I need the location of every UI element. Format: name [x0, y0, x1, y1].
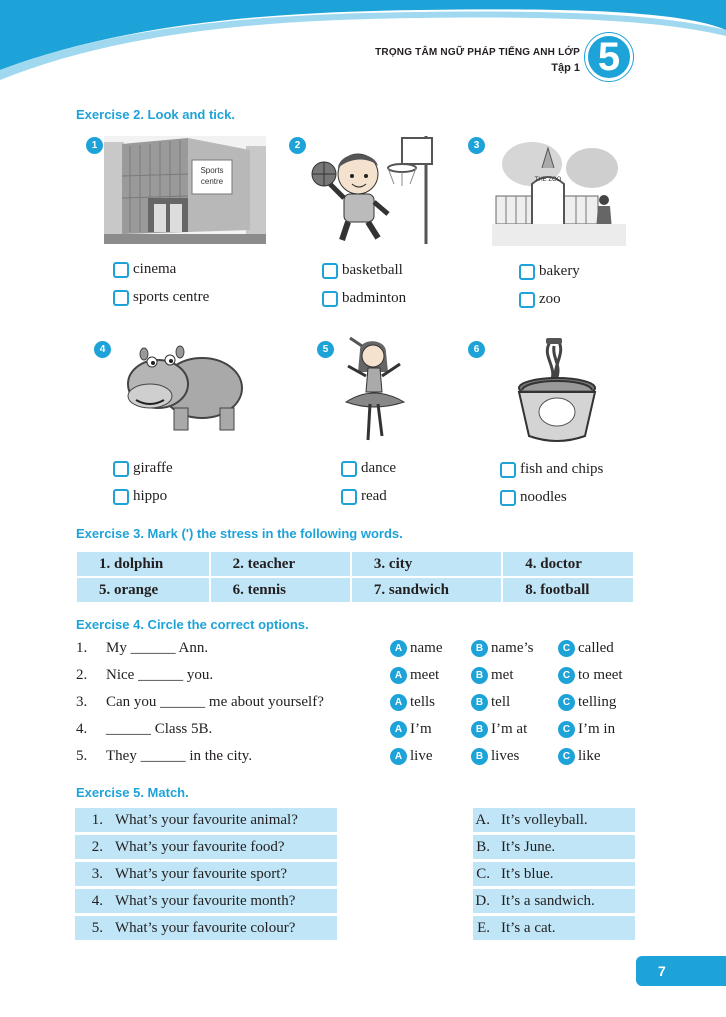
- checkbox[interactable]: [113, 262, 129, 278]
- question-text: My ______ Ann.: [106, 640, 209, 656]
- exercise-2-title: Exercise 2. Look and tick.: [76, 107, 235, 122]
- exercise-5-title: Exercise 5. Match.: [76, 785, 189, 800]
- option-text: called: [578, 640, 614, 656]
- option-text: name: [410, 640, 443, 656]
- option-text: tell: [491, 694, 511, 710]
- question-text: ______ Class 5B.: [106, 721, 213, 737]
- option-c[interactable]: [558, 640, 614, 657]
- option-text: name’s: [491, 640, 534, 656]
- option-label: giraffe: [133, 460, 173, 476]
- answer-letter: D.: [475, 892, 490, 909]
- option-letter-badge: A: [390, 667, 407, 684]
- stress-word-cell[interactable]: 2. teacher: [211, 552, 350, 576]
- basketball-boy-image: [308, 132, 444, 246]
- option-text: I’m: [410, 721, 432, 737]
- stress-words-table: [75, 550, 635, 604]
- question-text: What’s your favourite colour?: [115, 919, 296, 936]
- answer-letter: C.: [476, 865, 490, 882]
- answer-text: It’s blue.: [501, 865, 554, 882]
- match-answer-row[interactable]: [473, 916, 635, 940]
- match-question-row[interactable]: [75, 916, 337, 940]
- option-b[interactable]: [471, 694, 510, 711]
- option-text: like: [578, 748, 601, 764]
- stress-word-cell[interactable]: 4. doctor: [503, 552, 633, 576]
- question-text: What’s your favourite food?: [115, 838, 285, 855]
- option-letter-badge: C: [558, 667, 575, 684]
- checkbox[interactable]: [113, 489, 129, 505]
- tick-option[interactable]: [113, 488, 167, 505]
- option-text: to meet: [578, 667, 623, 683]
- option-letter-badge: B: [471, 748, 488, 765]
- option-label: fish and chips: [520, 461, 604, 477]
- option-label: read: [361, 488, 387, 504]
- tick-option[interactable]: [341, 488, 387, 505]
- option-letter-badge: B: [471, 694, 488, 711]
- item-number-badge: 3: [468, 137, 485, 154]
- option-a[interactable]: [390, 721, 432, 738]
- option-letter-badge: B: [471, 721, 488, 738]
- option-letter-badge: A: [390, 640, 407, 657]
- checkbox[interactable]: [341, 461, 357, 477]
- tick-option[interactable]: [341, 460, 396, 477]
- checkbox[interactable]: [500, 490, 516, 506]
- option-c[interactable]: [558, 667, 623, 684]
- item-number-badge: 5: [317, 341, 334, 358]
- question-number: 4.: [76, 721, 88, 737]
- ballet-dancer-image: [340, 336, 416, 450]
- option-letter-badge: A: [390, 748, 407, 765]
- item-number-badge: 1: [86, 137, 103, 154]
- option-b[interactable]: [471, 721, 527, 738]
- question-text: What’s your favourite sport?: [115, 865, 288, 882]
- option-text: telling: [578, 694, 617, 710]
- checkbox[interactable]: [322, 263, 338, 279]
- question-number: 2.: [76, 667, 88, 683]
- page-number: 7: [636, 956, 726, 986]
- option-b[interactable]: [471, 748, 519, 765]
- series-title: TRỌNG TÂM NGỮ PHÁP TIẾNG ANH LỚP: [375, 47, 580, 58]
- stress-word-cell[interactable]: 5. orange: [77, 578, 209, 602]
- option-label: bakery: [539, 263, 580, 279]
- tick-option[interactable]: [500, 489, 567, 506]
- match-answer-row[interactable]: [473, 835, 635, 859]
- option-label: sports centre: [133, 289, 210, 305]
- sports-centre-image: [104, 136, 266, 244]
- question-number: 1.: [76, 640, 88, 656]
- answer-text: It’s volleyball.: [501, 811, 588, 828]
- option-label: dance: [361, 460, 396, 476]
- question-number: 4.: [91, 892, 103, 909]
- match-question-row[interactable]: [75, 889, 337, 913]
- answer-text: It’s a sandwich.: [501, 892, 595, 909]
- option-label: noodles: [520, 489, 567, 505]
- option-label: cinema: [133, 261, 177, 277]
- building-sign-text: Sports: [200, 166, 224, 175]
- option-label: hippo: [133, 488, 168, 504]
- match-question-row[interactable]: [75, 835, 337, 859]
- stress-word-cell[interactable]: 3. city: [352, 552, 501, 576]
- match-answer-row[interactable]: [473, 862, 635, 886]
- option-letter-badge: C: [558, 748, 575, 765]
- question-row: [0, 694, 726, 716]
- question-number: 1.: [91, 811, 103, 828]
- stress-word-cell[interactable]: 7. sandwich: [352, 578, 501, 602]
- question-number: 2.: [91, 838, 103, 855]
- answer-letter: A.: [475, 811, 490, 828]
- stress-word-cell[interactable]: 1. dolphin: [77, 552, 209, 576]
- checkbox[interactable]: [500, 462, 516, 478]
- tick-option[interactable]: [519, 291, 561, 308]
- option-letter-badge: C: [558, 694, 575, 711]
- option-b[interactable]: [471, 640, 534, 657]
- building-sign-text: centre: [200, 177, 224, 186]
- noodles-cup-image: [514, 338, 600, 446]
- option-letter-badge: A: [390, 721, 407, 738]
- exercise-3-title: Exercise 3. Mark (') the stress in the following words.: [76, 526, 403, 541]
- option-text: live: [410, 748, 433, 764]
- option-text: tells: [410, 694, 435, 710]
- option-c[interactable]: [558, 694, 616, 711]
- match-answer-row[interactable]: [473, 808, 635, 832]
- question-number: 5.: [91, 919, 103, 936]
- answer-text: It’s June.: [501, 838, 556, 855]
- grade-badge: 5: [585, 33, 633, 81]
- question-row: [0, 748, 726, 770]
- question-number: 5.: [76, 748, 88, 764]
- match-question-row[interactable]: [75, 862, 337, 886]
- tick-option[interactable]: [519, 263, 580, 280]
- match-questions-column: [75, 808, 337, 943]
- option-letter-badge: B: [471, 667, 488, 684]
- checkbox[interactable]: [519, 292, 535, 308]
- question-text: They ______ in the city.: [106, 748, 253, 764]
- checkbox[interactable]: [519, 264, 535, 280]
- option-letter-badge: A: [390, 694, 407, 711]
- question-row: [0, 721, 726, 743]
- question-row: [0, 640, 726, 662]
- tick-option[interactable]: [113, 460, 173, 477]
- checkbox[interactable]: [322, 291, 338, 307]
- option-text: lives: [491, 748, 520, 764]
- option-text: I’m in: [578, 721, 616, 737]
- answer-letter: E.: [477, 919, 490, 936]
- question-text: Can you ______ me about yourself?: [106, 694, 324, 710]
- item-number-badge: 4: [94, 341, 111, 358]
- option-b[interactable]: [471, 667, 514, 684]
- option-text: I’m at: [491, 721, 528, 737]
- option-c[interactable]: [558, 721, 615, 738]
- question-text: Nice ______ you.: [106, 667, 214, 683]
- hippo-image: [124, 344, 248, 436]
- question-text: What’s your favourite animal?: [115, 811, 298, 828]
- option-c[interactable]: [558, 748, 601, 765]
- item-number-badge: 6: [468, 341, 485, 358]
- exercise-4-title: Exercise 4. Circle the correct options.: [76, 617, 309, 632]
- stress-word-cell[interactable]: 6. tennis: [211, 578, 350, 602]
- match-answers-column: [473, 808, 635, 943]
- zoo-sign-text: THE ZOO: [534, 177, 562, 183]
- option-label: basketball: [342, 262, 403, 278]
- tick-option[interactable]: [113, 289, 209, 306]
- zoo-image: [492, 134, 626, 246]
- option-a[interactable]: [390, 694, 435, 711]
- match-question-row[interactable]: [75, 808, 337, 832]
- checkbox[interactable]: [113, 290, 129, 306]
- tick-option[interactable]: [500, 461, 603, 478]
- volume-label: Tập 1: [551, 62, 580, 74]
- question-number: 3.: [76, 694, 88, 710]
- checkbox[interactable]: [341, 489, 357, 505]
- option-text: met: [491, 667, 514, 683]
- tick-option[interactable]: [322, 262, 403, 279]
- match-answer-row[interactable]: [473, 889, 635, 913]
- tick-option[interactable]: [322, 290, 406, 307]
- option-a[interactable]: [390, 748, 433, 765]
- question-text: What’s your favourite month?: [115, 892, 296, 909]
- option-label: badminton: [342, 290, 407, 306]
- option-letter-badge: C: [558, 640, 575, 657]
- checkbox[interactable]: [113, 461, 129, 477]
- question-number: 3.: [91, 865, 103, 882]
- item-number-badge: 2: [289, 137, 306, 154]
- answer-letter: B.: [476, 838, 490, 855]
- answer-text: It’s a cat.: [501, 919, 556, 936]
- option-label: zoo: [539, 291, 561, 307]
- stress-word-cell[interactable]: 8. football: [503, 578, 633, 602]
- option-a[interactable]: [390, 667, 439, 684]
- question-row: [0, 667, 726, 689]
- option-text: meet: [410, 667, 440, 683]
- tick-option[interactable]: [113, 261, 176, 278]
- option-letter-badge: C: [558, 721, 575, 738]
- option-letter-badge: B: [471, 640, 488, 657]
- option-a[interactable]: [390, 640, 442, 657]
